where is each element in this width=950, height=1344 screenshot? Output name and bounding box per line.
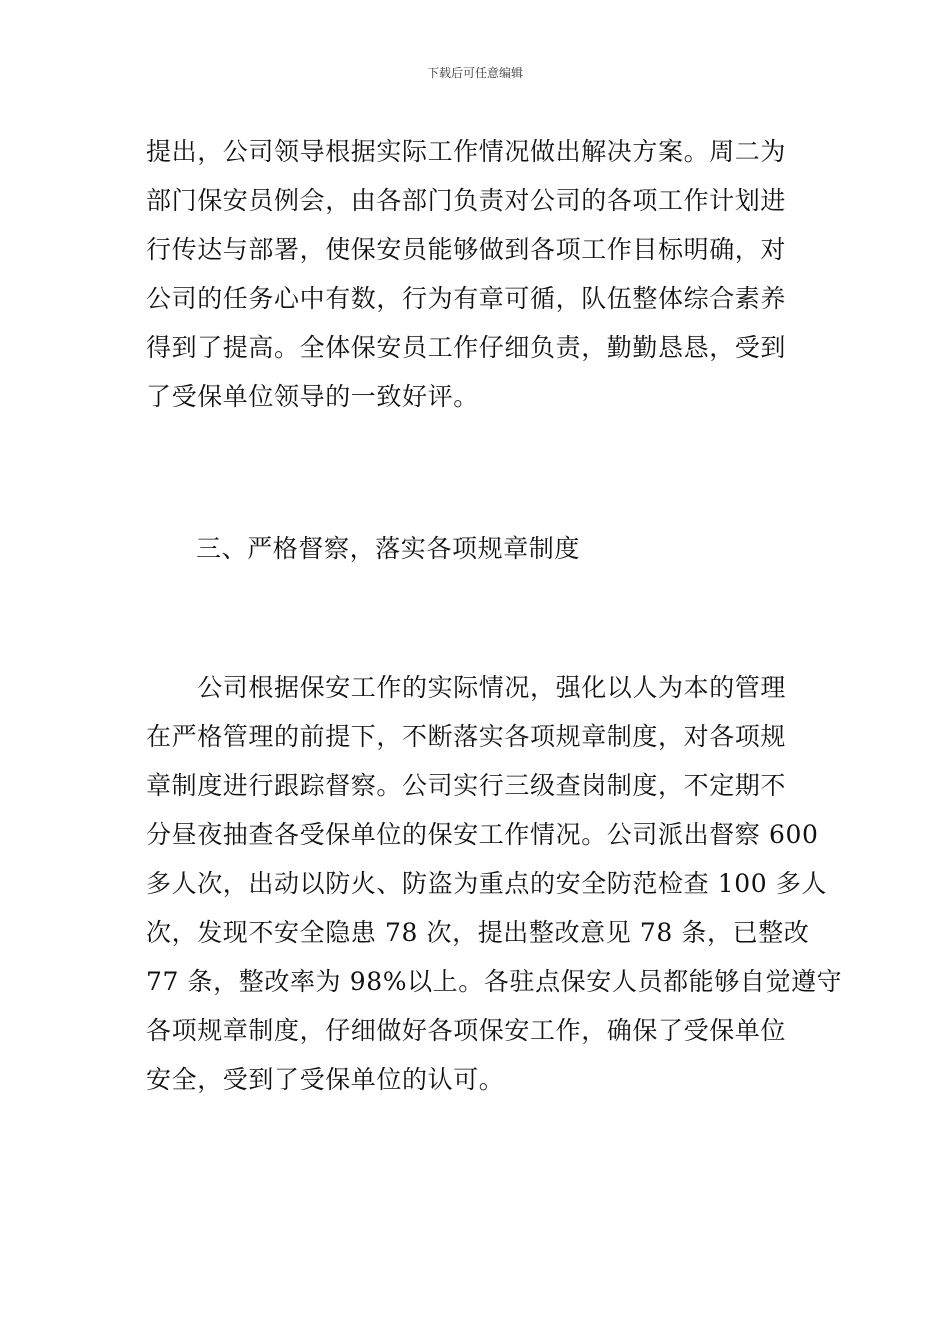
text-line: 得到了提高。全体保安员工作仔细负责，勤勤恳恳，受到 [146, 333, 787, 362]
text-line: 章制度进行跟踪督察。公司实行三级查岗制度，不定期不 [146, 771, 787, 800]
text-line: 公司根据保安工作的实际情况，强化以人为本的管理 [146, 673, 787, 702]
text-line: 分昼夜抽查各受保单位的保安工作情况。公司派出督察 600 [146, 820, 819, 849]
text-line: 多人次，出动以防火、防盗为重点的安全防范检查 100 多人 [146, 869, 828, 898]
page-header: 下载后可任意编辑 [426, 66, 523, 80]
text-line: 提出，公司领导根据实际工作情况做出解决方案。周二为 [146, 137, 787, 166]
paragraph-2 [146, 663, 843, 1104]
text-line: 77 条，整改率为 98%以上。各驻点保安人员都能够自觉遵守 [146, 967, 843, 996]
text-line: 在严格管理的前提下，不断落实各项规章制度，对各项规 [146, 722, 787, 751]
section-heading: 三、严格督察，落实各项规章制度 [196, 534, 581, 563]
text-line: 部门保安员例会，由各部门负责对公司的各项工作计划进 [146, 186, 787, 215]
text-line: 公司的任务心中有数，行为有章可循，队伍整体综合素养 [146, 284, 787, 313]
text-line: 安全，受到了受保单位的认可。 [146, 1065, 505, 1094]
text-line: 次，发现不安全隐患 78 次，提出整改意见 78 条，已整改 [146, 918, 810, 947]
paragraph-1 [146, 127, 816, 421]
text-line: 了受保单位领导的一致好评。 [146, 382, 479, 411]
text-line: 行传达与部署，使保安员能够做到各项工作目标明确，对 [146, 235, 787, 264]
text-line: 各项规章制度，仔细做好各项保安工作，确保了受保单位 [146, 1016, 787, 1045]
